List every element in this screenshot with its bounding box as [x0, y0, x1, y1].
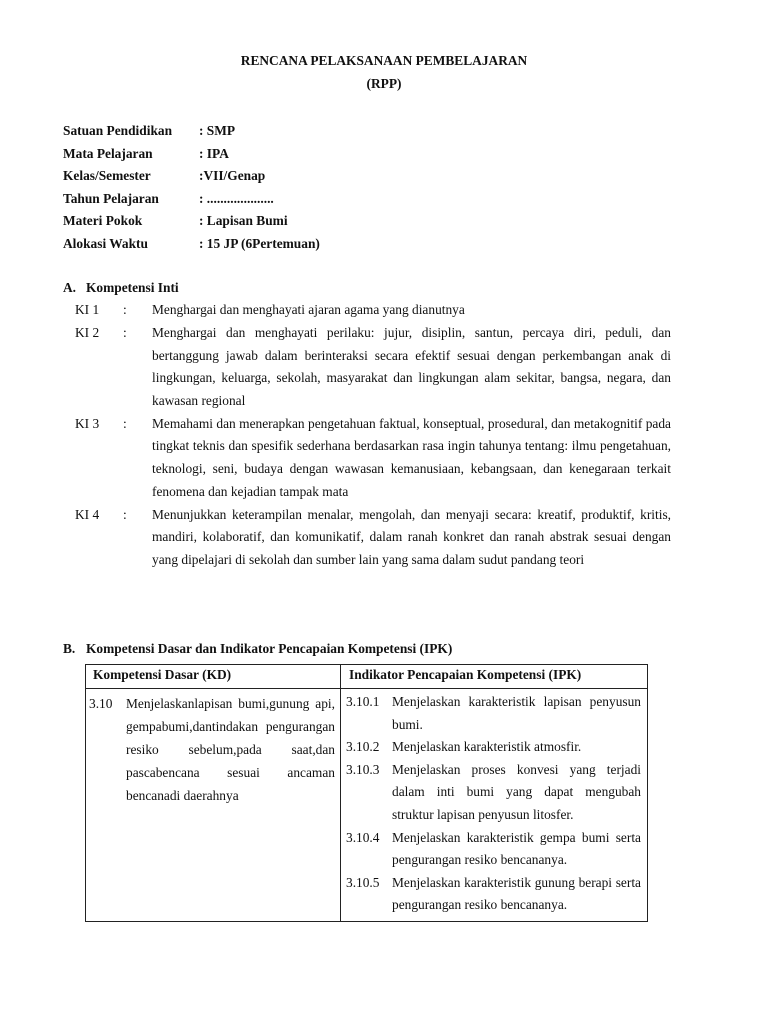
ki-text: Menunjukkan keterampilan menalar, mengolah, dan menyaji secara: kreatif, produktif, kritis, mandiri, kolaboratif, dan komunikatif, dalam ranah konkret dan ranah abstrak sesuai dengan yang dipelajari di sekolah dan sumber lain yang sama dalam sudut pandang teori: [152, 506, 671, 567]
ki-separator: :: [123, 415, 127, 431]
meta-label: Alokasi Waktu: [63, 235, 148, 251]
ipk-number: 3.10.5: [346, 874, 380, 890]
meta-value: : SMP: [199, 123, 236, 138]
identity-block: [63, 122, 483, 257]
column-header-ipk: Indikator Pencapaian Kompetensi (IPK): [341, 665, 648, 689]
ipk-text: Menjelaskan karakteristik gunung berapi serta pengurangan resiko bencananya.: [392, 874, 641, 913]
ki-item: [75, 299, 671, 322]
section-b-heading: [63, 641, 452, 657]
ki-item: [75, 322, 671, 412]
ki-code: KI 3: [75, 415, 100, 431]
section-letter: A.: [63, 280, 77, 295]
ki-code: KI 4: [75, 506, 100, 522]
column-header-kd: Kompetensi Dasar (KD): [86, 665, 341, 689]
kd-number: 3.10: [89, 696, 113, 711]
kd-text: Menjelaskanlapisan bumi,gunung api, gempabumi,dantindakan pengurangan resiko sebelum,pada saat,dan pascabencana sesuai ancaman bencanadi daerahnya: [126, 696, 335, 803]
meta-value: : Lapisan Bumi: [199, 213, 288, 228]
kd-ipk-table: [85, 664, 648, 922]
ipk-number: 3.10.1: [346, 694, 380, 709]
meta-label: Satuan Pendidikan: [63, 123, 173, 138]
ipk-text: Menjelaskan proses konvesi yang terjadi dalam inti bumi yang dapat mengubah struktur lapisan penyusun litosfer.: [392, 761, 641, 822]
section-title: Kompetensi Dasar dan Indikator Pencapaian Kompetensi (IPK): [86, 641, 453, 656]
meta-row-alokasi: [63, 235, 483, 258]
ki-item: [75, 413, 671, 503]
section-title: Kompetensi Inti: [86, 280, 179, 295]
section-a-heading: [63, 280, 179, 296]
ki-code: KI 2: [75, 324, 100, 340]
ipk-item: [346, 827, 641, 872]
meta-row-tahun: [63, 190, 483, 213]
section-letter: B.: [63, 641, 76, 656]
ki-text: Menghargai dan menghayati perilaku: jujur, disiplin, santun, percaya diri, peduli, dan bertanggung jawab dalam berinteraksi secara efektif sesuai dengan perkembangan anak di lingkungan, keluarga, sekolah, masyarakat dan lingkungan alam sekitar, bangsa, negara, dan kawasan regional: [152, 324, 671, 408]
ki-list: [75, 299, 671, 572]
meta-value: : IPA: [199, 145, 229, 161]
table-row: [86, 689, 648, 922]
ipk-item: [346, 736, 641, 759]
ipk-number: 3.10.2: [346, 739, 380, 755]
meta-label: Kelas/Semester: [63, 168, 151, 183]
table-header-row: [86, 665, 648, 689]
document-title: RENCANA PELAKSANAAN PEMBELAJARAN: [240, 53, 528, 68]
meta-value: :VII/Genap: [199, 168, 266, 183]
meta-label: Tahun Pelajaran: [63, 190, 159, 206]
meta-row-satuan: [63, 122, 483, 145]
kd-entry: [87, 690, 339, 807]
document-subtitle: (RPP): [366, 76, 402, 91]
ipk-text: Menjelaskan karakteristik atmosfir.: [392, 739, 582, 755]
ki-text: Memahami dan menerapkan pengetahuan faktual, konseptual, prosedural, dan metakognitif pada tingkat teknis dan spesifik sederhana berdasarkan rasa ingin tahunya tentang: ilmu pengetahuan, teknologi, seni, budaya dengan wawasan kemanusiaan, kebangsaan, dan kenegaraan terkait fenomena dan kejadian tampak mata: [152, 415, 671, 499]
ki-separator: :: [123, 324, 127, 340]
ki-code: KI 1: [75, 302, 100, 317]
ipk-number: 3.10.4: [346, 829, 380, 845]
meta-row-kelas: [63, 167, 483, 190]
kd-cell: [86, 689, 341, 922]
ipk-item: [346, 691, 641, 736]
ki-separator: :: [123, 302, 127, 317]
meta-value: : 15 JP (6Pertemuan): [199, 235, 320, 251]
meta-value: : ....................: [199, 190, 274, 206]
ipk-text: Menjelaskan karakteristik gempa bumi serta pengurangan resiko bencananya.: [392, 829, 641, 868]
meta-label: Materi Pokok: [63, 213, 143, 228]
ki-separator: :: [123, 506, 127, 522]
ipk-number: 3.10.3: [346, 761, 380, 777]
meta-label: Mata Pelajaran: [63, 145, 153, 161]
meta-row-mapel: [63, 145, 483, 168]
ki-item: [75, 504, 671, 572]
meta-row-materi: [63, 212, 483, 235]
ipk-item: [346, 872, 641, 917]
ipk-text: Menjelaskan karakteristik lapisan penyusun bumi.: [392, 694, 641, 732]
ipk-item: [346, 759, 641, 827]
ki-text: Menghargai dan menghayati ajaran agama yang dianutnya: [152, 302, 465, 317]
ipk-cell: [341, 689, 648, 922]
